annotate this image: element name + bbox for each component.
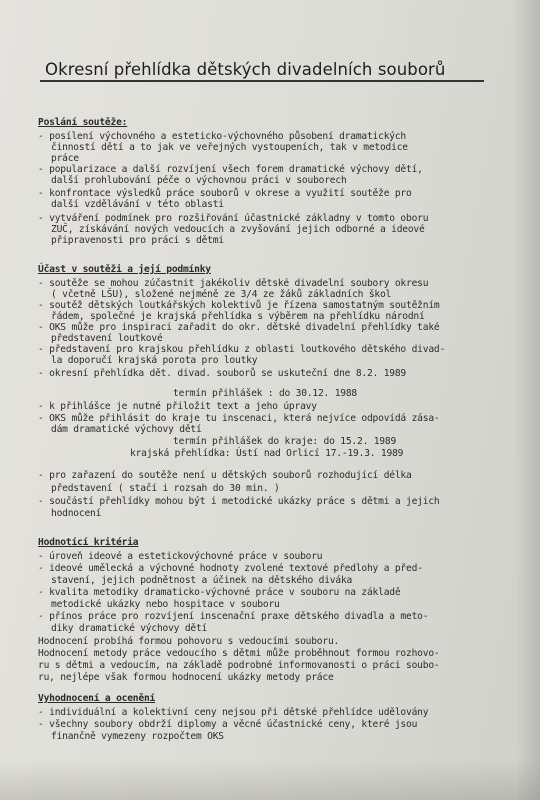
text-line: další vzdělávání v této oblasti (51, 199, 224, 210)
text-line: - kvalita metodiky dramaticko-výchovné práce v souboru na základě (38, 587, 401, 598)
text-line: - individuální a kolektivní ceny nejsou při dětské přehlídce udělovány (38, 707, 429, 718)
text-line: - přínos práce pro rozvíjení inscenační praxe dětského divadla a meto- (38, 611, 429, 622)
text-line: metodické ukázky nebo hospitace v souboru (51, 599, 280, 610)
paper-edge (514, 0, 540, 800)
text-line: ru, nejlépe však formou hodnocení ukázky metody práce (38, 672, 334, 683)
text-line: - soutěž dětských loutkářských kolektivů je řízena samostatným soutěžním (38, 300, 440, 311)
text-line: ru s dětmi a vedoucím, na základě podrobné informovanosti o práci soubo- (38, 660, 440, 671)
text-line: činností dětí a to jak ve veřejných vystoupeních, tak v metodice (51, 142, 408, 153)
text-line: termín přihlášek : do 30.12. 1988 (173, 388, 358, 399)
text-line: - pro zařazení do soutěže není u dětských souborů rozhodující délka (38, 470, 412, 481)
section-heading-hodnotici: Hodnotící kritéria (38, 537, 139, 548)
text-line: - představení pro krajskou přehlídku z oblasti loutkového dětského divad- (38, 344, 446, 355)
text-line: - vytváření podmínek pro rozšiřování účastnické základny v tomto oboru (38, 213, 429, 224)
text-line: - okresní přehlídka dět. divad. souborů se uskuteční dne 8.2. 1989 (38, 368, 407, 379)
text-line: ( včetně LŠU), složené nejméně ze 3/4 ze žáků základních škol (51, 289, 392, 300)
page-shadow (0, 760, 540, 800)
text-line: - úroveň ideové a estetickovýchovné práce v souboru (38, 551, 323, 562)
document-title: Okresní přehlídka dětských divadelních souborů (45, 60, 446, 79)
text-line: - všechny soubory obdrží diplomy a věcné účastnické ceny, které jsou (38, 719, 418, 730)
text-line: práce (51, 153, 79, 164)
section-heading-vyhodnoceni: Vyhodnocení a ocenění (38, 693, 156, 704)
text-line: hodnocení (51, 508, 102, 519)
text-line: - popularizace a další rozvíjení všech forem dramatické výchovy dětí, (38, 164, 423, 175)
section-heading-ucast: Účast v soutěži a její podmínky (38, 264, 211, 275)
text-line: - posílení výchovného a esteticko-výchovného působení dramatických (38, 131, 407, 142)
text-line: Hodnocení probíhá formou pohovoru s vedoucími souboru. (38, 636, 340, 647)
text-line: - konfrontace výsledků práce souborů v okrese a využití soutěže pro (38, 188, 412, 199)
text-line: - soutěže se mohou zúčastnit jakékoliv dětské divadelní soubory okresu (38, 278, 429, 289)
text-line: ZUČ, získávání nových vedoucích a zvyšování jejich odborné a ideové (51, 224, 425, 235)
text-line: představení loutkové (51, 333, 163, 344)
text-line: - součástí přehlídky mohou být i metodické ukázky práce s dětmi a jejich (38, 496, 440, 507)
text-line: řádem, společné je krajská přehlídka s výběrem na přehlídku národní (51, 311, 425, 322)
text-line: - k přihlášce je nutné přiložit text a jeho úpravy (38, 401, 317, 412)
text-line: představení ( stačí i rozsah do 30 min. ) (51, 483, 280, 494)
text-line: dám dramatické výchovy dětí (51, 424, 202, 435)
text-line: termín přihlášek do kraje: do 15.2. 1989 (173, 436, 397, 447)
text-line: - ideové umělecká a výchovné hodnoty zvolené textové předlohy a před- (38, 563, 423, 574)
text-line: připravenosti pro práci s dětmi (51, 235, 224, 246)
text-line: krajská přehlídka: Ústí nad Orlicí 17.-19.3. 1989 (130, 448, 404, 459)
text-line: - OKS může pro inspiraci zařadit do okr. dětské divadelní přehlídky také (38, 322, 440, 333)
text-line: další prohlubování péče o výchovnou práci v souborech (51, 175, 347, 186)
section-heading-poslani: Poslání soutěže: (38, 117, 128, 128)
text-line: - OKS může přihlásit do kraje tu inscenaci, která nejvíce odpovídá zása- (38, 413, 440, 424)
text-line: diky dramatické výchovy dětí (51, 623, 208, 634)
title-underline (40, 80, 484, 82)
text-line: finančně vymezeny rozpočtem OKS (51, 731, 224, 742)
text-line: Hodnocení metody práce vedoucího s dětmi může proběhnout formou rozhovo- (38, 648, 440, 659)
text-line: stavení, jejich podnětnost a účinek na dětského diváka (51, 575, 353, 586)
text-line: la doporučí krajská porota pro loutky (51, 355, 258, 366)
